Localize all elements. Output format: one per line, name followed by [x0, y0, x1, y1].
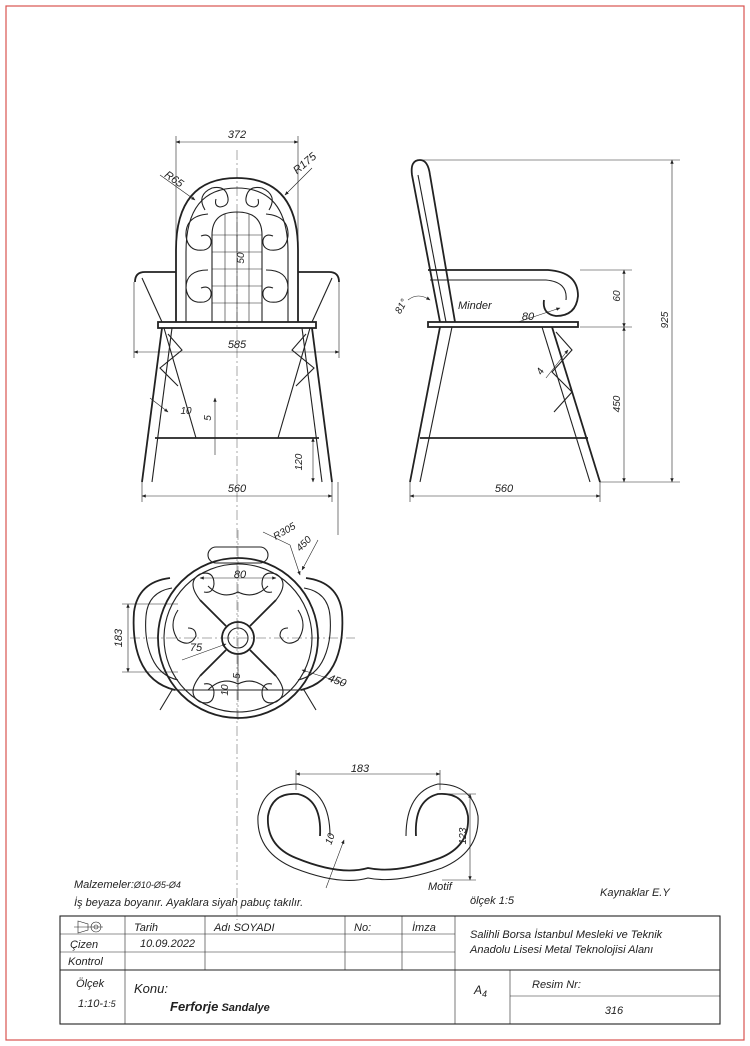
dim-front-base: 560 [227, 483, 247, 495]
dim-hub-gap: 5 [232, 673, 243, 679]
materials-value: Ø10-Ø5-Ø4 [133, 880, 181, 890]
header-no: No: [354, 922, 372, 934]
dim-bar-size: 4 [534, 366, 547, 377]
motif-detail [258, 763, 515, 907]
side-view [393, 160, 680, 502]
header-date: Tarih [134, 922, 159, 934]
label-drawing-no: Resim Nr: [532, 979, 581, 991]
label-motif-scale: ölçek 1:5 [470, 895, 515, 907]
school-line-1: Salihli Borsa İstanbul Mesleki ve Teknik [470, 929, 663, 941]
subject-main: Ferforje [170, 999, 219, 1014]
title-block [60, 916, 720, 1024]
dim-radius-large: R175 [291, 150, 320, 177]
dim-leg-gap: 5 [203, 415, 214, 421]
dim-arm-radius: 80 [521, 311, 535, 323]
dim-seat-angle: 81° [393, 297, 411, 317]
dim-top-outer: 450 [294, 534, 315, 555]
dim-arm-width: 585 [227, 339, 247, 351]
dim-total-height: 925 [660, 311, 671, 329]
dim-top-radius: R305 [271, 521, 298, 543]
dim-arm-height: 60 [612, 290, 623, 302]
value-scale [78, 998, 117, 1010]
dim-hub-bar: 10 [220, 684, 231, 696]
label-cushion: Minder [458, 300, 492, 312]
front-view [134, 129, 339, 920]
dim-front-width: 372 [227, 129, 247, 141]
label-subject: Konu: [134, 981, 168, 996]
header-name: Adı SOYADI [214, 922, 275, 934]
materials-label: Malzemeler: [74, 879, 134, 891]
value-drawing-no: 316 [604, 1005, 624, 1017]
scale-main: 1:10- [78, 998, 104, 1010]
dim-motif-height: 123 [458, 827, 469, 845]
dim-hub-size: 75 [189, 642, 203, 654]
value-subject [170, 999, 270, 1014]
label-drawn: Çizen [70, 939, 99, 951]
dim-grid-cell: 50 [236, 252, 247, 264]
dim-motif-bar: 10 [323, 832, 338, 847]
note-sources: Kaynaklar E.Y [600, 887, 670, 899]
dim-leg-bar: 10 [180, 406, 192, 417]
note-finish: İş beyaza boyanır. Ayaklara siyah pabuç takılır. [74, 897, 304, 909]
dim-radius-small: R65 [162, 168, 186, 191]
top-view [113, 521, 355, 720]
label-motif: Motif [428, 881, 452, 893]
value-drawn-date: 10.09.2022 [140, 938, 196, 950]
label-control: Kontrol [68, 956, 103, 968]
dim-side-base: 560 [494, 483, 514, 495]
dim-top-inner-width: 80 [233, 569, 247, 581]
header-sign: İmza [412, 922, 436, 934]
subject-rest: Sandalye [218, 1002, 270, 1014]
paper-size-main: A [474, 983, 483, 997]
paper-size-sub: 4 [482, 989, 488, 999]
scale-small: 1:5 [103, 999, 116, 1009]
projection-symbol-icon [74, 921, 103, 933]
dim-top-diag: 450 [326, 672, 348, 690]
paper-size [473, 983, 487, 999]
dim-foot-height: 120 [294, 453, 305, 471]
school-line-2: Anadolu Lisesi Metal Teknolojisi Alanı [470, 944, 654, 956]
dim-seat-height: 450 [612, 395, 623, 413]
dim-motif-width: 183 [350, 763, 370, 775]
dim-top-height: 183 [113, 628, 125, 648]
note-materials [74, 879, 181, 891]
label-scale: Ölçek [76, 978, 105, 990]
